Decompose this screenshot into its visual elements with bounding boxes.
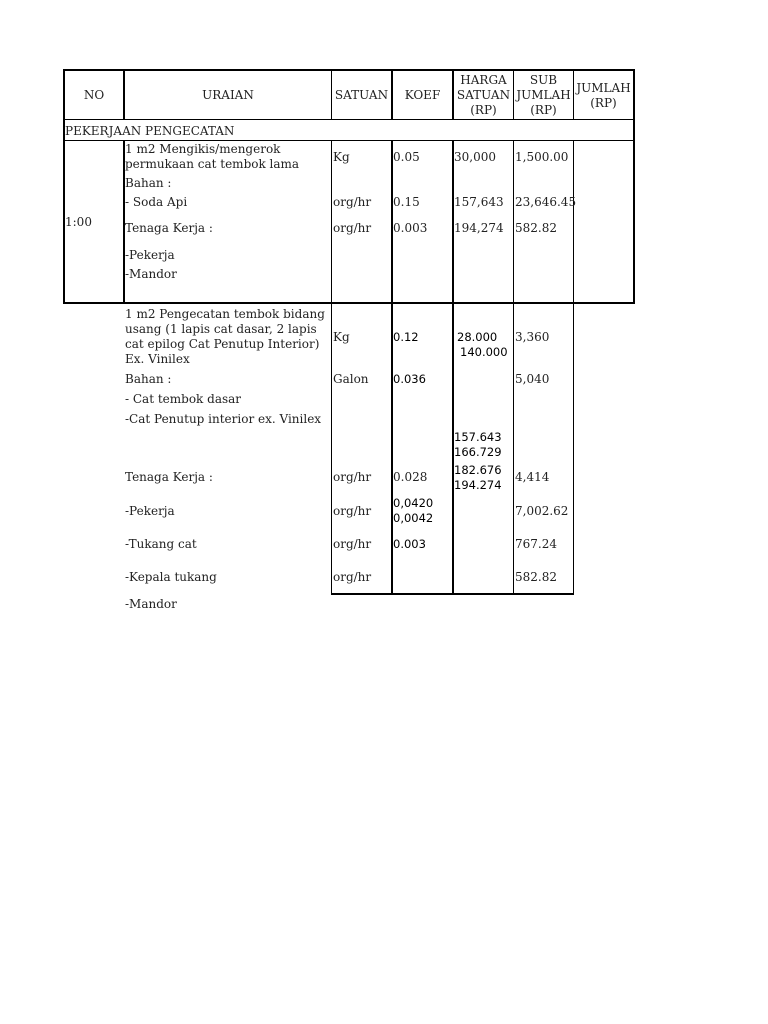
header-sub-jumlah: SUB JUMLAH (RP)	[516, 73, 571, 117]
item1-row-tenaga-kerja-sub: 582.82	[515, 221, 557, 235]
header-koef: KOEF	[404, 88, 441, 102]
item2-row-pekerja-satuan: org/hr	[333, 504, 372, 518]
section-title: PEKERJAAN PENGECATAN	[65, 124, 235, 138]
item1-description: 1 m2 Mengikis/mengerok permukaan cat tembok lama	[125, 142, 300, 171]
item2-row-bahan-satuan: Galon	[333, 372, 369, 386]
item2-row-kepala-tukang: -Kepala tukang	[125, 570, 217, 584]
item2-koef-pekerja-2: 0,0042	[393, 511, 434, 525]
header-harga-satuan: HARGA SATUAN (RP)	[456, 73, 511, 117]
header-jumlah: JUMLAH (RP)	[576, 81, 631, 110]
item2-row-tenaga-kerja-koef: 0.028	[393, 470, 428, 484]
item2-row-tukang-cat: -Tukang cat	[125, 537, 197, 551]
table-right-border	[633, 69, 635, 304]
item1-harga: 30,000	[454, 150, 496, 164]
item1-row-pekerja: -Pekerja	[125, 248, 175, 262]
item2-row-tenaga-kerja-sub: 4,414	[515, 470, 550, 484]
item2-harga-4: 194.274	[454, 478, 502, 492]
item2-koef-pekerja-1: 0,0420	[393, 496, 434, 510]
header-no: NO	[83, 88, 105, 102]
item2-description: 1 m2 Pengecatan tembok bidang usang (1 lapis cat dasar, 2 lapis cat epilog Cat Penutup Interior) Ex. Vinilex	[125, 307, 325, 366]
section-bottom-border	[63, 140, 635, 141]
col-harga-right-body	[513, 140, 514, 595]
item1-row-tenaga-kerja-koef: 0.003	[393, 221, 428, 235]
item2-row-kepala-tukang-satuan: org/hr	[333, 570, 372, 584]
item2-row-cat-dasar: - Cat tembok dasar	[125, 392, 242, 406]
item1-row-tenaga-kerja-harga: 194,274	[454, 221, 504, 235]
item1-row-soda-api-harga: 157,643	[454, 195, 504, 209]
item1-row-soda-api-koef: 0.15	[393, 195, 420, 209]
item2-row-mandor: -Mandor	[125, 597, 177, 611]
item2-row-tenaga-kerja-satuan: org/hr	[333, 470, 372, 484]
item1-row-soda-api: - Soda Api	[125, 195, 188, 209]
item2-satuan: Kg	[333, 330, 350, 344]
item2-row-tukang-cat-satuan: org/hr	[333, 537, 372, 551]
item2-row-pekerja: -Pekerja	[125, 504, 175, 518]
item1-row-bahan: Bahan :	[125, 176, 172, 190]
item2-row-kepala-tukang-sub: 582.82	[515, 570, 557, 584]
header-bottom-border	[63, 119, 635, 120]
item2-row-tukang-cat-sub: 767.24	[515, 537, 557, 551]
item1-row-soda-api-satuan: org/hr	[333, 195, 372, 209]
item1-bottom-border	[63, 302, 635, 304]
item2-row-tenaga-kerja: Tenaga Kerja :	[125, 470, 213, 484]
item2-row-cat-penutup: -Cat Penutup interior ex. Vinilex	[125, 412, 322, 426]
item2-row-bahan-sub: 5,040	[515, 372, 550, 386]
item1-row-soda-api-sub: 23,646.45	[515, 195, 577, 209]
item2-koef: 0.12	[393, 330, 419, 344]
item2-row-tukang-cat-koef: 0.003	[393, 537, 426, 551]
item1-satuan: Kg	[333, 150, 350, 164]
col-uraian-right-body	[331, 140, 332, 595]
item2-harga-3: 182.676	[454, 463, 502, 477]
item1-row-mandor: -Mandor	[125, 267, 177, 281]
item2-harga-2: 166.729	[454, 445, 502, 459]
item1-sub: 1,500.00	[515, 150, 569, 164]
item1-row-tenaga-kerja-satuan: org/hr	[333, 221, 372, 235]
table-top-border	[63, 69, 635, 71]
item2-row-bahan-koef: 0.036	[393, 372, 426, 386]
item2-row-pekerja-sub: 7,002.62	[515, 504, 569, 518]
header-uraian: URAIAN	[202, 88, 254, 102]
item1-no: 1:00	[65, 215, 92, 229]
item2-row-bahan: Bahan :	[125, 372, 172, 386]
item2-harga-b: 140.000	[460, 345, 508, 359]
table-left-border	[63, 69, 65, 304]
item2-harga-1: 157.643	[454, 430, 502, 444]
header-satuan: SATUAN	[334, 88, 389, 102]
item1-koef: 0.05	[393, 150, 420, 164]
item2-sub: 3,360	[515, 330, 550, 344]
item1-row-tenaga-kerja: Tenaga Kerja :	[125, 221, 213, 235]
item2-harga-a: 28.000	[457, 330, 498, 344]
